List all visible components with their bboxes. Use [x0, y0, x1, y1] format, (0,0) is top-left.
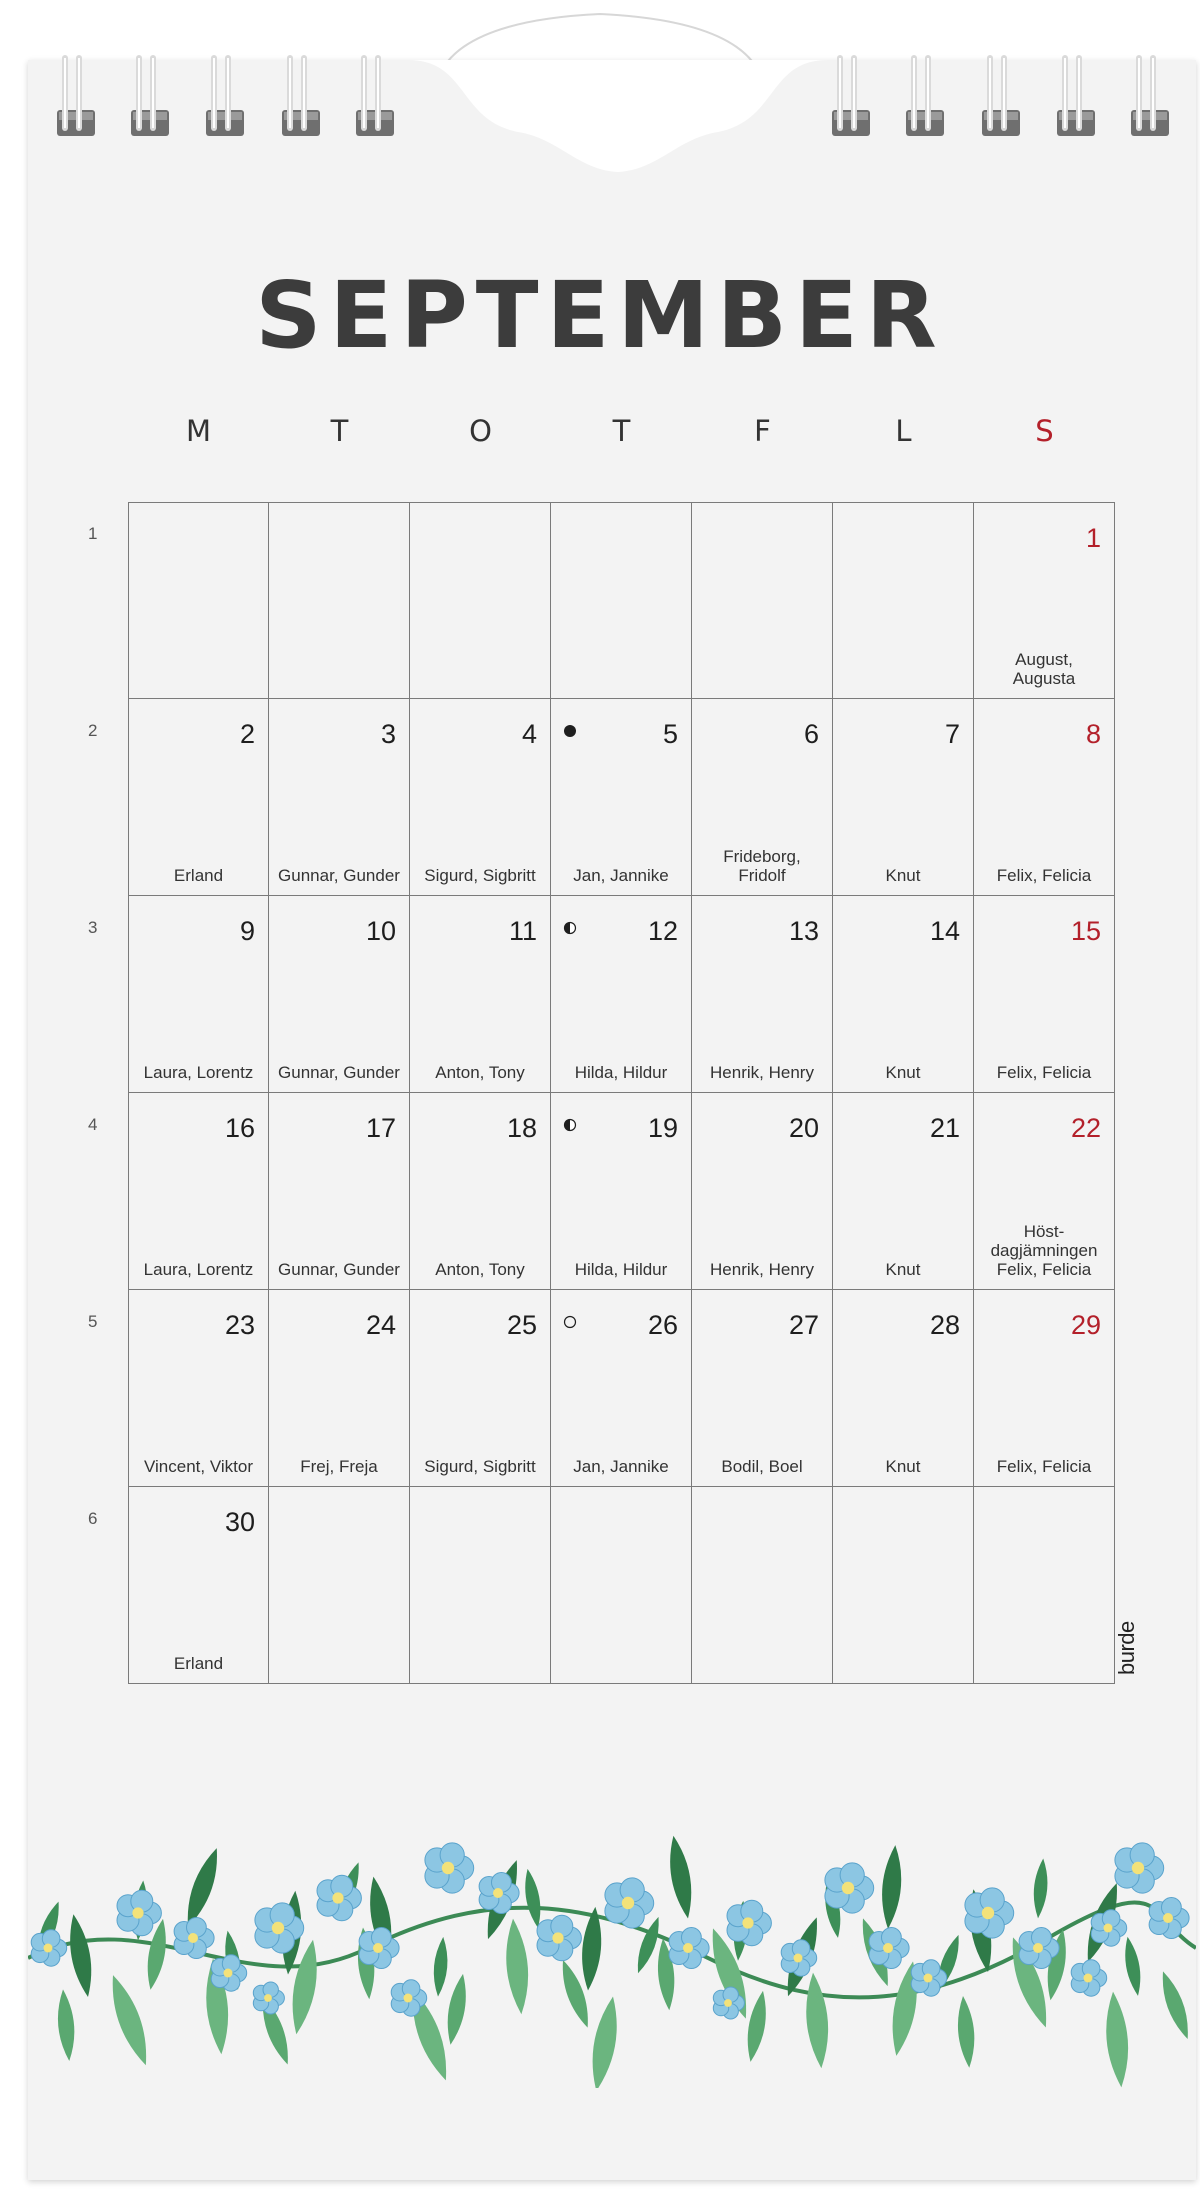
name-days: Gunnar, Gunder	[278, 1260, 400, 1279]
name-days: Sigurd, Sigbritt	[424, 866, 536, 885]
leaf-shape	[64, 1913, 97, 1999]
empty-day-cell	[692, 1487, 833, 1684]
weekday-label: T	[612, 414, 631, 448]
day-cell	[269, 1290, 410, 1487]
week-number: 5	[88, 1312, 98, 1331]
calendar-grid	[128, 502, 1116, 1688]
binding-ring	[57, 58, 95, 136]
binding-ring	[206, 58, 244, 136]
leaf-shape	[1031, 1858, 1049, 1919]
week-number: 2	[88, 721, 98, 740]
day-cell	[974, 896, 1115, 1093]
week-number: 1	[88, 524, 98, 543]
day-number: 11	[508, 916, 537, 946]
day-cell	[974, 1093, 1115, 1290]
day-cell	[974, 1290, 1115, 1487]
day-number: 14	[929, 916, 960, 946]
forget-me-not-flower	[253, 1982, 284, 2014]
name-days: Laura, Lorentz	[143, 1260, 254, 1279]
day-number: 26	[647, 1310, 678, 1340]
leaf-shape	[1121, 1936, 1144, 1997]
day-number: 4	[521, 719, 537, 749]
name-days: Frej, Freja	[300, 1457, 378, 1476]
day-cell	[128, 1093, 269, 1290]
day-number: 15	[1070, 916, 1101, 946]
day-cell	[269, 699, 410, 896]
day-number: 28	[929, 1310, 960, 1340]
binding-ring	[1057, 58, 1095, 136]
day-number: 10	[365, 916, 396, 946]
day-number: 1	[1085, 523, 1101, 553]
month-title: SEPTEMBER	[255, 262, 945, 369]
day-cell	[410, 1093, 551, 1290]
forget-me-not-flower	[359, 1928, 399, 1969]
name-days: Gunnar, Gunder	[278, 1063, 400, 1082]
name-days: Bodil, Boel	[721, 1457, 803, 1476]
name-days: Knut	[885, 866, 921, 885]
binding-ring	[131, 58, 169, 136]
floral-border-illustration	[28, 1808, 1196, 2088]
name-days: Höst- dagjämningen Felix, Felicia	[990, 1222, 1098, 1279]
day-cell	[128, 699, 269, 896]
day-cell	[410, 896, 551, 1093]
leaf-shape	[1156, 1969, 1196, 2042]
name-days: Knut	[885, 1063, 921, 1082]
forget-me-not-flower	[537, 1915, 581, 1961]
forget-me-not-flower	[727, 1900, 771, 1946]
weekday-label: O	[469, 414, 492, 448]
forget-me-not-flower	[825, 1863, 874, 1913]
day-number: 21	[929, 1113, 960, 1143]
forget-me-not-flower	[1071, 1960, 1107, 1996]
day-number: 20	[788, 1113, 819, 1143]
day-cell	[833, 699, 974, 896]
day-cell	[410, 699, 551, 896]
name-days: Hilda, Hildur	[574, 1063, 668, 1082]
brand-logo: burde	[1114, 1621, 1139, 1675]
name-days: Knut	[885, 1457, 921, 1476]
day-number: 29	[1070, 1310, 1101, 1340]
day-cell	[833, 896, 974, 1093]
name-days: August, Augusta	[1012, 650, 1076, 688]
name-days: Felix, Felicia	[996, 1457, 1092, 1476]
forget-me-not-flower	[869, 1928, 909, 1969]
name-days: Anton, Tony	[435, 1063, 525, 1082]
day-cell	[410, 1290, 551, 1487]
day-number: 7	[944, 719, 960, 749]
day-cell	[692, 896, 833, 1093]
first-quarter-moon-icon	[563, 1118, 577, 1132]
binding-ring	[1131, 58, 1169, 136]
name-days: Sigurd, Sigbritt	[424, 1457, 536, 1476]
binding-ring	[982, 58, 1020, 136]
empty-day-cell	[410, 1487, 551, 1684]
forget-me-not-flower	[669, 1928, 709, 1969]
first-quarter-moon-icon	[563, 921, 577, 935]
day-cell	[128, 896, 269, 1093]
day-cell	[833, 1290, 974, 1487]
day-number: 25	[506, 1310, 537, 1340]
name-days: Frideborg, Fridolf	[723, 847, 801, 885]
day-cell	[128, 1290, 269, 1487]
day-number: 3	[380, 719, 396, 749]
leaf-shape	[664, 1834, 697, 1920]
day-cell	[269, 1093, 410, 1290]
weekday-label: S	[1035, 414, 1054, 448]
empty-day-cell	[833, 502, 974, 699]
name-days: Laura, Lorentz	[143, 1063, 254, 1082]
day-number: 19	[647, 1113, 678, 1143]
leaf-shape	[521, 1868, 544, 1929]
name-days: Anton, Tony	[435, 1260, 525, 1279]
day-number: 9	[239, 916, 255, 946]
empty-day-cell	[410, 502, 551, 699]
forget-me-not-flower	[605, 1878, 654, 1928]
leaf-shape	[743, 1990, 771, 2064]
day-number: 12	[647, 916, 678, 946]
name-days: Felix, Felicia	[996, 866, 1092, 885]
week-number: 4	[88, 1115, 98, 1134]
day-number: 18	[506, 1113, 537, 1143]
day-cell	[974, 699, 1115, 896]
spiral-binding	[0, 0, 1200, 160]
empty-day-cell	[551, 1487, 692, 1684]
day-cell	[551, 1290, 692, 1487]
weekday-label: L	[895, 414, 912, 448]
day-number: 13	[788, 916, 819, 946]
binding-ring	[282, 58, 320, 136]
leaf-shape	[1102, 1991, 1131, 2088]
day-cell	[692, 1093, 833, 1290]
forget-me-not-flower	[965, 1888, 1014, 1938]
weekday-label: M	[185, 414, 212, 448]
day-number: 8	[1085, 719, 1101, 749]
name-days: Erland	[173, 1654, 224, 1673]
day-cell	[692, 1290, 833, 1487]
name-days: Knut	[885, 1260, 921, 1279]
name-days: Hilda, Hildur	[574, 1260, 668, 1279]
day-cell	[551, 699, 692, 896]
day-cell	[269, 896, 410, 1093]
leaf-shape	[103, 1971, 156, 2068]
day-number: 5	[662, 719, 678, 749]
day-number: 2	[239, 719, 255, 749]
name-days: Gunnar, Gunder	[278, 866, 400, 885]
name-days: Jan, Jannike	[573, 1457, 669, 1476]
leaf-shape	[879, 1844, 905, 1929]
leaf-shape	[586, 1995, 623, 2088]
weekday-label: T	[330, 414, 349, 448]
day-number: 16	[224, 1113, 255, 1143]
empty-day-cell	[551, 502, 692, 699]
name-days: Felix, Felicia	[996, 1063, 1092, 1082]
forget-me-not-flower	[1091, 1910, 1127, 1946]
name-days: Henrik, Henry	[710, 1063, 814, 1082]
day-cell	[551, 896, 692, 1093]
day-number: 24	[365, 1310, 396, 1340]
empty-day-cell	[974, 1487, 1115, 1684]
empty-day-cell	[269, 1487, 410, 1684]
name-days: Erland	[173, 866, 224, 885]
day-cell	[833, 1093, 974, 1290]
day-number: 17	[365, 1113, 396, 1143]
name-days: Vincent, Viktor	[144, 1457, 253, 1476]
new-moon-icon	[563, 724, 577, 738]
day-cell	[551, 1093, 692, 1290]
leaf-shape	[179, 1845, 225, 1930]
day-number: 23	[224, 1310, 255, 1340]
leaf-shape	[802, 1972, 831, 2069]
leaf-shape	[443, 1972, 471, 2046]
day-cell	[974, 502, 1115, 699]
week-number: 3	[88, 918, 98, 937]
full-moon-icon	[563, 1315, 577, 1329]
day-number: 22	[1070, 1113, 1101, 1143]
forget-me-not-flower	[1149, 1898, 1189, 1939]
week-number: 6	[88, 1509, 98, 1528]
leaf-shape	[431, 1936, 449, 1997]
binding-ring	[832, 58, 870, 136]
empty-day-cell	[128, 502, 269, 699]
empty-day-cell	[269, 502, 410, 699]
day-cell	[692, 699, 833, 896]
name-days: Jan, Jannike	[573, 866, 669, 885]
leaf-shape	[502, 1918, 531, 2015]
day-number: 27	[788, 1310, 819, 1340]
leaf-shape	[55, 1989, 77, 2062]
forget-me-not-flower	[1115, 1843, 1164, 1893]
day-cell	[128, 1487, 269, 1684]
day-number: 6	[803, 719, 819, 749]
day-number: 30	[224, 1507, 255, 1537]
binding-ring	[906, 58, 944, 136]
binding-ring	[356, 58, 394, 136]
name-days: Henrik, Henry	[710, 1260, 814, 1279]
empty-day-cell	[692, 502, 833, 699]
forget-me-not-flower	[425, 1843, 474, 1893]
forget-me-not-flower	[31, 1930, 66, 1966]
weekday-label: F	[754, 414, 771, 448]
leaf-shape	[955, 1995, 977, 2068]
empty-day-cell	[833, 1487, 974, 1684]
forget-me-not-flower	[174, 1918, 214, 1959]
forget-me-not-flower	[117, 1890, 161, 1936]
